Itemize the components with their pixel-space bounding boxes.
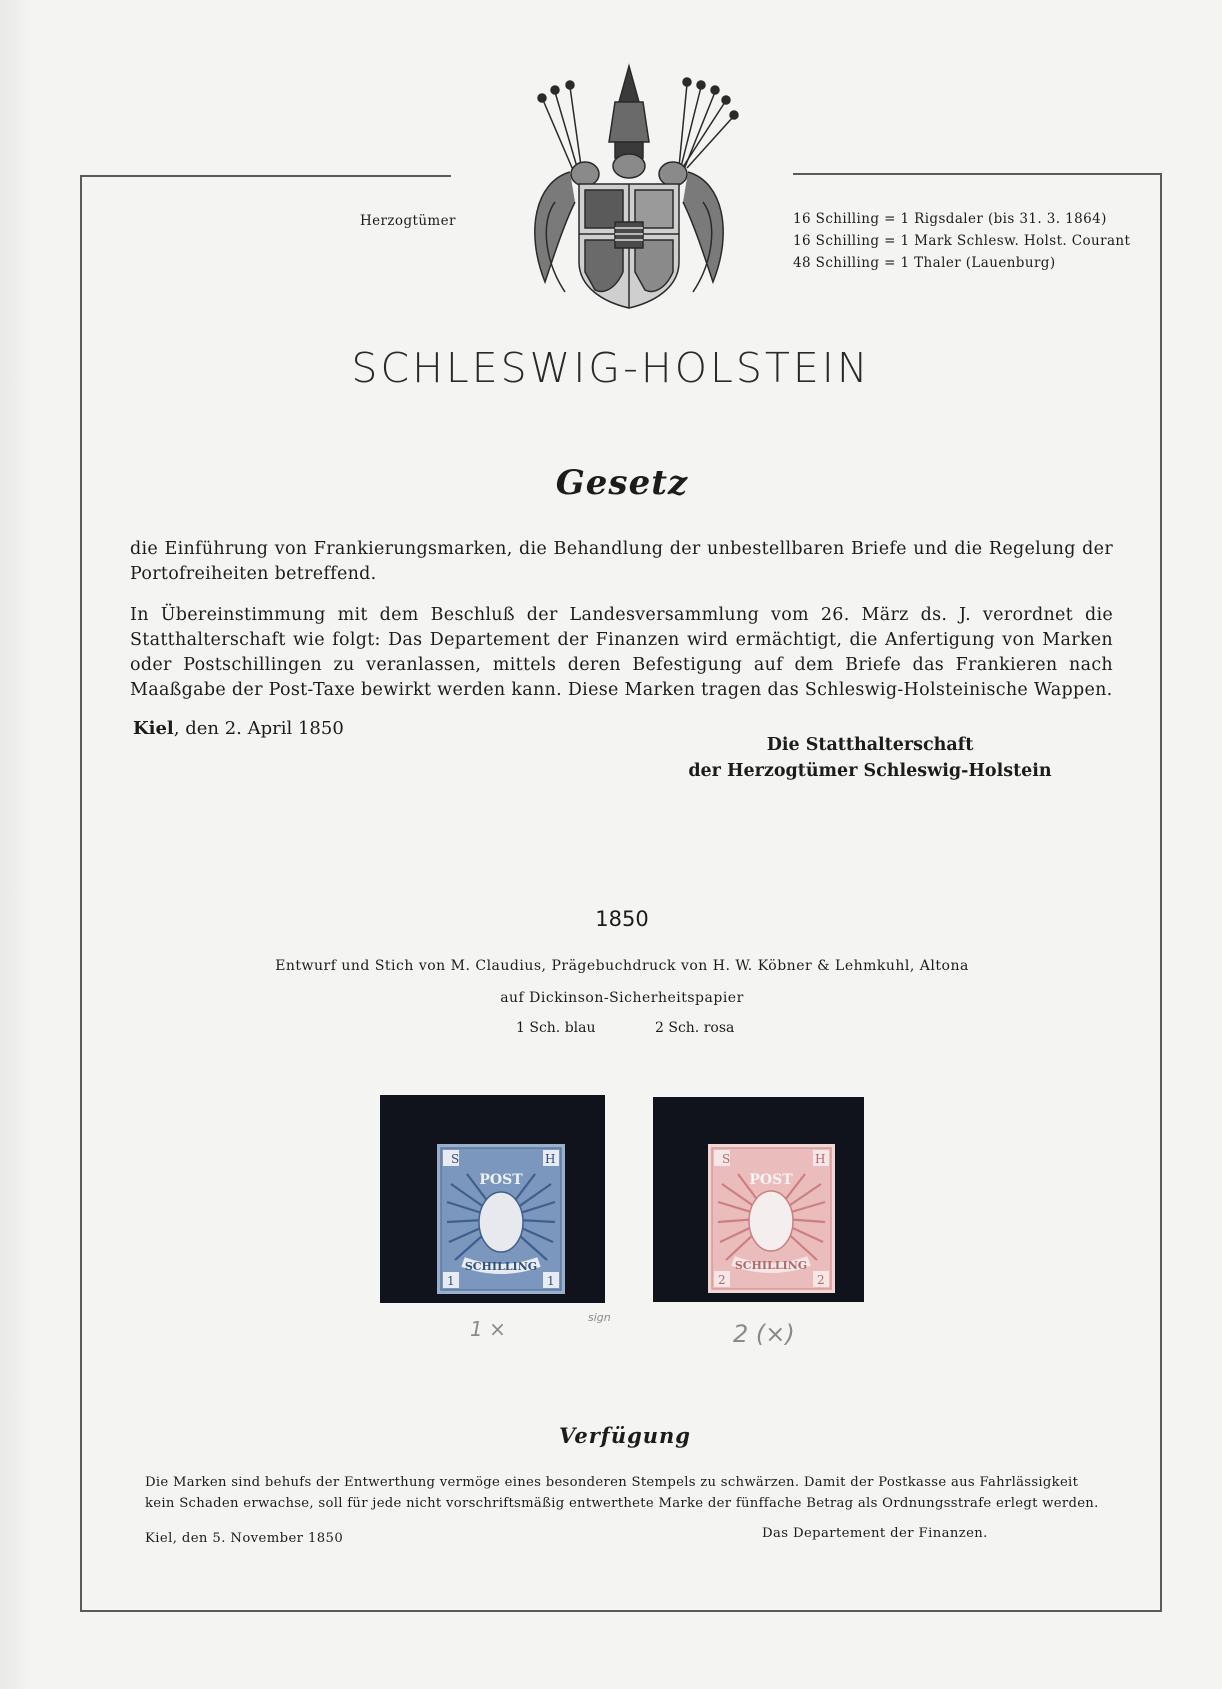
- rate-line: 16 Schilling = 1 Mark Schlesw. Holst. Courant: [793, 233, 1131, 249]
- rate-line: 16 Schilling = 1 Rigsdaler (bis 31. 3. 1864): [793, 211, 1107, 227]
- law-date: , den 2. April 1850: [173, 718, 344, 739]
- decree-body: Die Marken sind behufs der Entwerthung vermöge eines besonderen Stempels zu schwärzen. Damit der Postkasse aus Fahrlässigkeit kein Schaden erwachse, soll für jede nicht vorschriftsmäßig entwerthete Marke der fünffache Betrag als Ordnungsstrafe erlegt werden.: [145, 1475, 1099, 1511]
- signature-line-1: Die Statthalterschaft: [766, 735, 974, 755]
- stamp1-corner-tl: S: [451, 1152, 460, 1166]
- law-place: Kiel: [133, 718, 174, 739]
- issue-paper: auf Dickinson-Sicherheitspapier: [500, 990, 744, 1006]
- frame-bottom-left-tick: [80, 1610, 100, 1612]
- law-heading: Gesetz: [555, 463, 689, 503]
- rate-line: 48 Schilling = 1 Thaler (Lauenburg): [793, 255, 1056, 271]
- stamp-value-1: 1 Sch. blau: [516, 1020, 596, 1036]
- law-paragraph-2: In Übereinstimmung mit dem Beschluß der Landesversammlung vom 26. März ds. J. verordnet die Statthalterschaft wie folgt: Das Departement der Finanzen wird ermächtigt, die Anfertigung von Marken oder Postschillingen zu veranlassen, mittels deren Befestigung auf dem Briefe das Frankieren nach Maaßgabe der Post-Taxe bewirkt werden kann. Diese Marken tragen das Schleswig-Holsteinische Wappen.: [130, 605, 1113, 700]
- law-signature: [650, 732, 1090, 784]
- stamp1-corner-tr: H: [545, 1152, 556, 1166]
- stamp1-bottom-text: SCHILLING: [464, 1260, 538, 1273]
- stamp2-corner-br: 2: [817, 1273, 825, 1287]
- page-title: SCHLESWIG-HOLSTEIN: [351, 344, 871, 392]
- stamp2-corner-bl: 2: [718, 1273, 726, 1287]
- issue-design: Entwurf und Stich von M. Claudius, Prägebuchdruck von H. W. Köbner & Lehmkuhl, Altona: [275, 958, 969, 974]
- decree-place-date: Kiel, den 5. November 1850: [145, 1531, 344, 1546]
- header-left-label: Herzogtümer: [360, 213, 456, 229]
- pencil-note-2: 2 (×): [733, 1320, 795, 1348]
- stamp2-corner-tr: H: [815, 1152, 826, 1166]
- frame-bottom: [100, 1610, 1162, 1612]
- frame-top-left: [80, 175, 451, 177]
- decree-heading: Verfügung: [559, 1423, 691, 1448]
- stamp2-corner-tl: S: [722, 1152, 731, 1166]
- stamp-2-schilling-rose: [708, 1144, 835, 1293]
- decree-signature: Das Departement der Finanzen.: [762, 1526, 988, 1541]
- signature-line-2: der Herzogtümer Schleswig-Holstein: [688, 761, 1052, 781]
- issue-year: 1850: [595, 907, 649, 931]
- law-place-date: [133, 718, 344, 739]
- stamp-value-2: 2 Sch. rosa: [655, 1020, 735, 1036]
- pencil-note-1: 1 ×: [470, 1317, 506, 1341]
- coat-of-arms-icon: [515, 62, 743, 310]
- stamp-1-schilling-blue: [437, 1144, 565, 1294]
- stamp2-bottom-text: SCHILLING: [734, 1259, 808, 1272]
- stamp1-top-text: POST: [479, 1172, 523, 1188]
- currency-rates: [793, 208, 1130, 274]
- stamp2-top-text: POST: [749, 1172, 793, 1188]
- pencil-note-sign: sign: [588, 1311, 611, 1324]
- law-paragraph-1: die Einführung von Frankierungsmarken, die Behandlung der unbestellbaren Briefe und die Regelung der Portofreiheiten betreffend.: [130, 539, 1113, 584]
- stamp1-corner-br: 1: [547, 1274, 555, 1288]
- stamp1-corner-bl: 1: [447, 1274, 455, 1288]
- frame-top-right: [793, 173, 1162, 175]
